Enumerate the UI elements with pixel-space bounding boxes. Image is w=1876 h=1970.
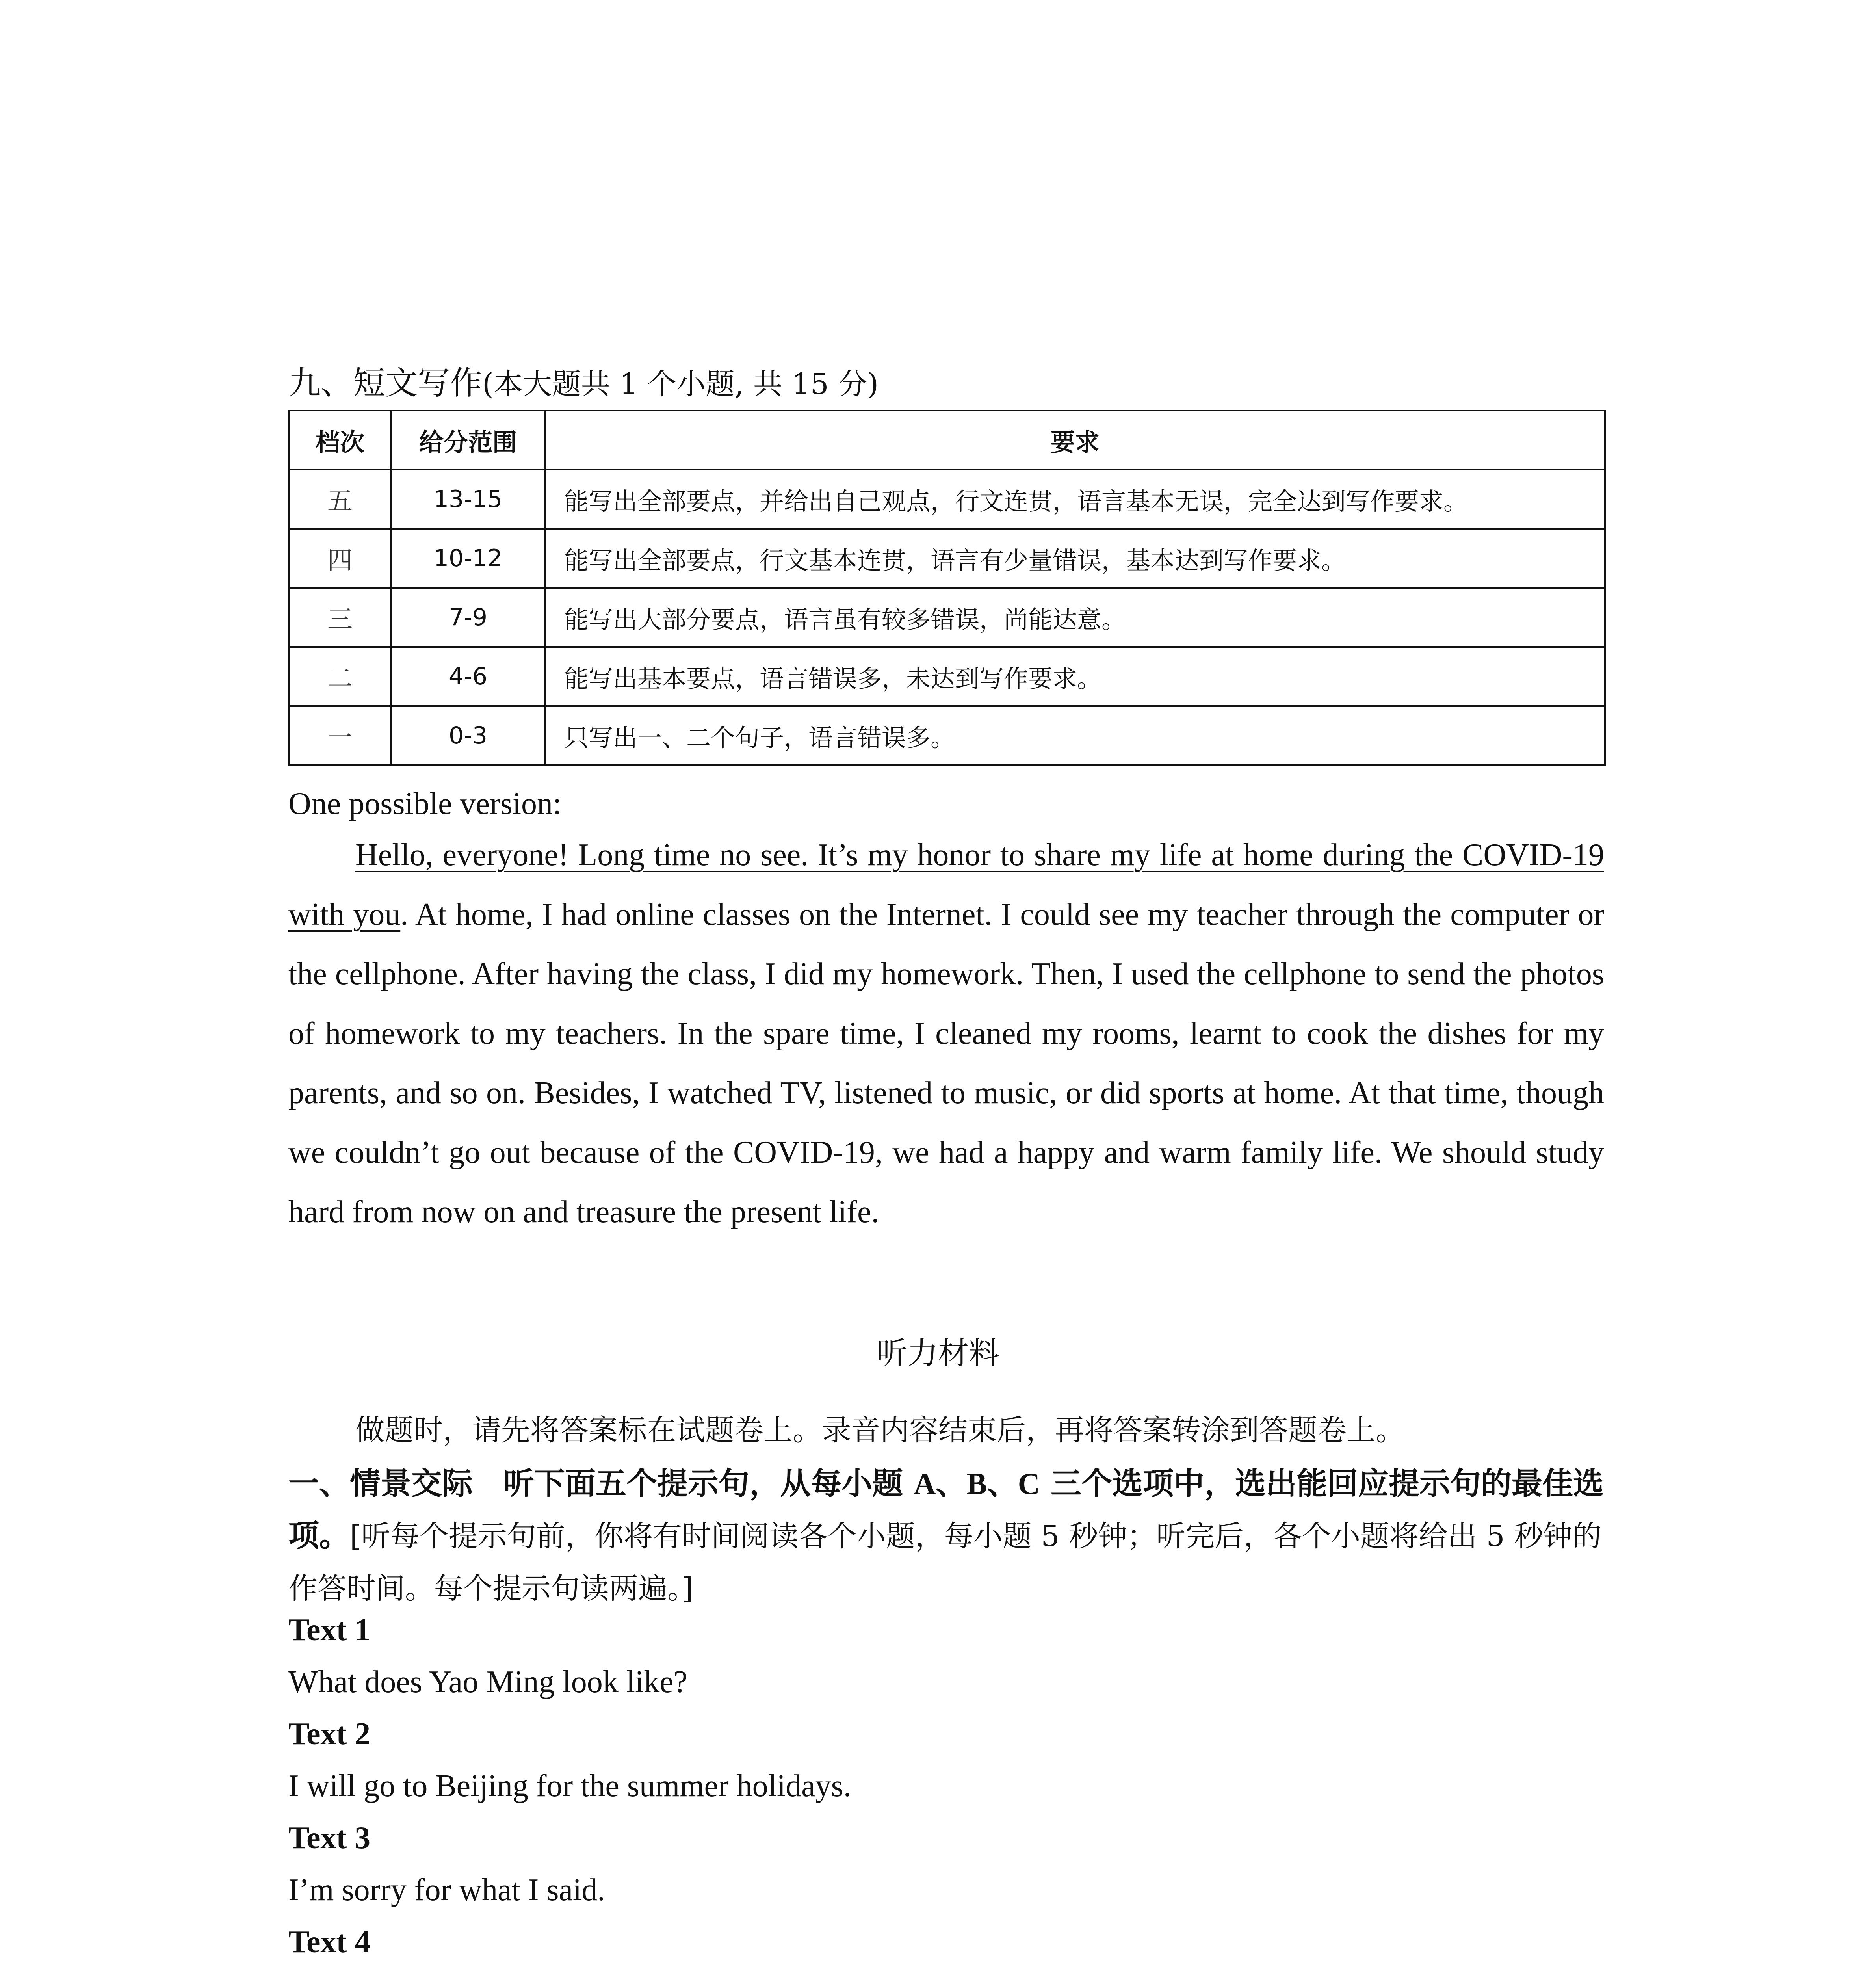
- version-label: One possible version:: [288, 786, 562, 821]
- option-b-letter: B: [966, 1466, 987, 1501]
- header-range: 给分范围: [391, 411, 545, 470]
- section-title-lead: 九、短文写作: [288, 364, 483, 402]
- table-row: [289, 470, 1605, 529]
- section-title-note: (本大题共 1 个小题, 共 15 分): [482, 367, 879, 401]
- part-one-title: [288, 1458, 1612, 1615]
- range-cell: 10-12: [391, 529, 545, 588]
- text-label: Text 1: [288, 1613, 371, 1647]
- table-row: [289, 529, 1605, 588]
- grade-cell: 一: [289, 706, 391, 765]
- table-header-row: [289, 411, 1605, 470]
- part-one-heading-a: 一、情景交际 听下面五个提示句，从每小题: [288, 1466, 914, 1502]
- option-a-letter: A: [914, 1466, 936, 1501]
- scoring-table: [288, 410, 1606, 766]
- listening-heading: 听力材料: [876, 1336, 999, 1371]
- grade-cell: 二: [289, 647, 391, 706]
- requirement-cell: 能写出大部分要点，语言虽有较多错误，尚能达意。: [545, 588, 1605, 647]
- text-label: Text 4: [288, 1925, 371, 1959]
- requirement-cell: 能写出基本要点，语言错误多，未达到写作要求。: [545, 647, 1605, 706]
- listening-instruction: 做题时，请先将答案标在试题卷上。录音内容结束后，再将答案转涂到答题卷上。: [355, 1413, 1405, 1447]
- text-label: Text 3: [288, 1821, 371, 1855]
- range-cell: 13-15: [391, 470, 545, 529]
- requirement-cell: 能写出全部要点，并给出自己观点，行文连贯，语言基本无误，完全达到写作要求。: [545, 470, 1605, 529]
- sep-2: 、: [987, 1466, 1018, 1502]
- text-label: Text 2: [288, 1717, 371, 1751]
- text-line: What does Yao Ming look like?: [288, 1665, 688, 1699]
- range-cell: 0-3: [391, 706, 545, 765]
- header-grade: 档次: [289, 411, 391, 470]
- text-line: I’m sorry for what I said.: [288, 1873, 606, 1907]
- grade-cell: 三: [289, 588, 391, 647]
- option-c-letter: C: [1018, 1466, 1040, 1501]
- text-line: I will go to Beijing for the summer holidays.: [288, 1769, 851, 1803]
- sep-1: 、: [936, 1466, 967, 1502]
- grade-cell: 四: [289, 529, 391, 588]
- part-one-note: [听每个提示句前，你将有时间阅读各个小题，每小题 5 秒钟；听完后，各个小题将给出 5 秒钟的作答时间。每个提示句读两遍。]: [288, 1519, 1602, 1606]
- table-row: [289, 647, 1605, 706]
- essay-underlined-opening: Hello, everyone! Long time no see. It’s my honor to share my life at home during the COVID-19 with you: [288, 838, 1604, 932]
- section-title: [288, 362, 879, 406]
- part-one-heading-g: 三个选项中，选出能回应提示句的最佳选项。: [288, 1466, 1604, 1554]
- requirement-cell: 能写出全部要点，行文基本连贯，语言有少量错误，基本达到写作要求。: [545, 529, 1605, 588]
- table-row: [289, 706, 1605, 765]
- header-requirement: 要求: [545, 411, 1605, 470]
- requirement-cell: 只写出一、二个句子，语言错误多。: [545, 706, 1605, 765]
- sample-essay: [288, 825, 1604, 1242]
- range-cell: 7-9: [391, 588, 545, 647]
- table-row: [289, 588, 1605, 647]
- grade-cell: 五: [289, 470, 391, 529]
- range-cell: 4-6: [391, 647, 545, 706]
- essay-body: . At home, I had online classes on the Internet. I could see my teacher through the computer or the cellphone. After having the class, I did my homework. Then, I used the cellphone to send the photos of homework to my teachers. In the spare time, I cleaned my rooms, learnt to cook the dishes for my parents, and so on. Besides, I watched TV, listened to music, or did sports at home. At that time, though we couldn’t go out because of the COVID-19, we had a happy and warm family life. We should study hard from now on and treasure the present life.: [288, 897, 1604, 1229]
